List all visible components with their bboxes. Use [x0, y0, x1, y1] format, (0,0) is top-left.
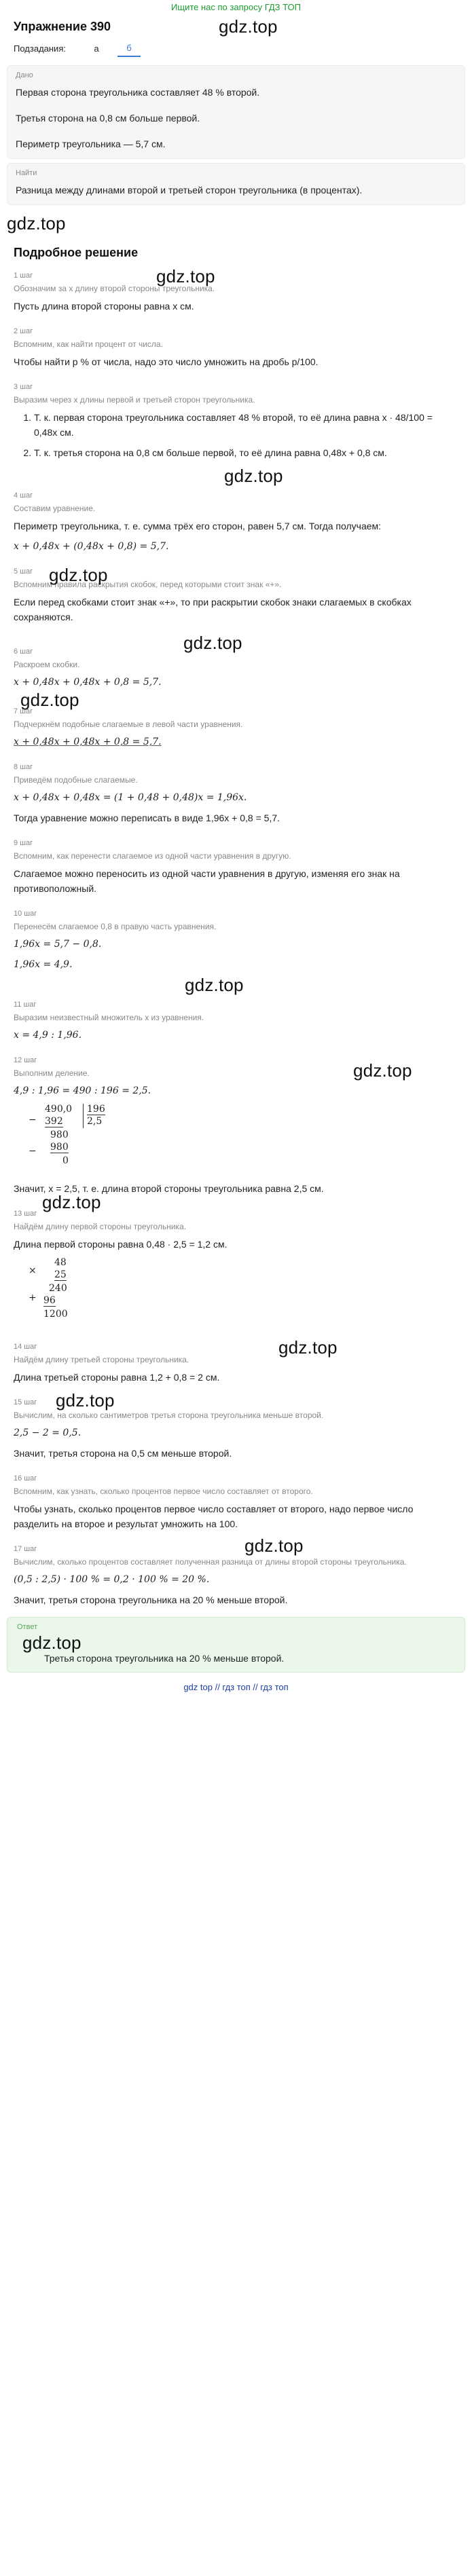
step-12 [7, 1048, 465, 1196]
divisor: 196 [87, 1104, 105, 1115]
step-label: 9 шаг [14, 839, 33, 847]
step-text: Тогда уравнение можно переписать в виде 1,96x + 0,8 = 5,7. [14, 813, 280, 823]
product: 1200 [43, 1309, 68, 1320]
equation: 4,9 : 1,96 = 490 : 196 = 2,5. [14, 1085, 151, 1096]
given-card [7, 65, 465, 159]
equation: x = 4,9 : 1,96. [14, 1030, 82, 1041]
step-13 [7, 1192, 465, 1328]
given-line: Третья сторона на 0,8 см больше первой. [16, 113, 200, 124]
step-caption: Подчеркнём подобные слагаемые в левой части уравнения. [14, 720, 243, 729]
step-label: 8 шаг [14, 763, 33, 771]
list-item: 1. Т. к. первая сторона треугольника составляет 48 % второй, то её длина равна x · 48/100 = 0,48x см. [34, 410, 458, 440]
watermark: gdz.top [219, 16, 278, 37]
step-caption: Обозначим за x длину второй стороны треугольника. [14, 284, 215, 293]
equation-underlined: x + 0,48x + 0,48x + 0,8 = 5,7. [14, 736, 162, 747]
step-8 [7, 755, 465, 825]
step-text: Периметр треугольника, т. е. сумма трёх его сторон, равен 5,7 см. Тогда получаем: [14, 521, 382, 531]
step-caption: Составим уравнение. [14, 504, 96, 513]
division-bar [83, 1104, 84, 1128]
step-label: 10 шаг [14, 910, 37, 918]
step-1 [7, 263, 465, 314]
solution-header [7, 209, 465, 263]
subtasks-bar [7, 38, 465, 58]
equation: 1,96x = 4,9. [14, 959, 73, 970]
watermark: gdz.top [353, 1060, 412, 1081]
equation: x + 0,48x + (0,48x + 0,8) = 5,7. [14, 541, 169, 552]
step-label: 13 шаг [14, 1210, 37, 1218]
step-text: Длина первой стороны равна 0,48 · 2,5 = 1,2 см. [14, 1239, 228, 1250]
step-text: Чтобы узнать, сколько процентов первое число составляет от второго, надо первое число разделить на второе и результат умножить на 100. [14, 1504, 414, 1529]
subtask-option-a[interactable]: а [94, 43, 99, 54]
step-6 [7, 630, 465, 690]
step-text: Значит, третья сторона на 0,5 см меньше второй. [14, 1448, 232, 1459]
step-caption: Выполним деление. [14, 1068, 90, 1078]
column-multiplication [27, 1257, 458, 1328]
given-line: Периметр треугольника — 5,7 см. [16, 138, 166, 149]
subtrahend: 980 [50, 1142, 69, 1153]
step-caption: Вычислим, сколько процентов составляет полученная разница от длины второй стороны треугольника. [14, 1557, 407, 1567]
step-label: 4 шаг [14, 491, 33, 500]
watermark: gdz.top [56, 1390, 115, 1411]
step-text: Чтобы найти p % от числа, надо это число умножить на дробь p/100. [14, 356, 319, 367]
step-caption: Вспомним, как узнать, сколько процентов первое число составляет от второго. [14, 1487, 313, 1496]
answer-text: Третья сторона треугольника на 20 % меньше второй. [44, 1653, 285, 1664]
equation: x + 0,48x + 0,48x + 0,8 = 5,7. [14, 677, 162, 688]
quotient: 2,5 [87, 1116, 103, 1127]
subtrahend: 392 [45, 1116, 63, 1127]
watermark: gdz.top [185, 975, 244, 995]
step-3 [7, 375, 465, 460]
minus-sign: − [29, 1115, 37, 1125]
step-4 [7, 466, 465, 554]
subtask-option-b[interactable]: б [117, 40, 141, 57]
watermark: gdz.top [224, 466, 283, 486]
step-label: 7 шаг [14, 707, 33, 715]
remainder: 980 [50, 1130, 69, 1140]
given-label: Дано [16, 71, 33, 79]
watermark: gdz.top [7, 213, 66, 234]
equation: (0,5 : 2,5) · 100 % = 0,2 · 100 % = 20 %. [14, 1574, 210, 1585]
step-14 [7, 1334, 465, 1385]
step-list [14, 410, 458, 460]
find-card [7, 163, 465, 205]
step-caption: Выразим через x длины первой и третьей сторон треугольника. [14, 395, 255, 405]
step-text: Длина третьей стороны равна 1,2 + 0,8 = 2 см. [14, 1372, 220, 1383]
step-caption: Перенесём слагаемое 0,8 в правую часть уравнения. [14, 922, 217, 931]
step-17 [7, 1537, 465, 1607]
exercise-title: Упражнение 390 [14, 20, 111, 33]
step-text: Значит, третья сторона треугольника на 20 % меньше второй. [14, 1594, 288, 1605]
step-label: 16 шаг [14, 1474, 37, 1482]
step-label: 6 шаг [14, 648, 33, 656]
watermark: gdz.top [183, 633, 242, 653]
step-label: 3 шаг [14, 383, 33, 391]
step-caption: Найдём длину третьей стороны треугольника. [14, 1355, 189, 1364]
equation: 1,96x = 5,7 − 0,8. [14, 939, 102, 950]
step-9 [7, 831, 465, 896]
step-label: 11 шаг [14, 1001, 37, 1009]
step-label: 1 шаг [14, 272, 33, 280]
dividend: 490,0 [45, 1104, 73, 1115]
subtasks-label: Подзадания: [14, 43, 66, 54]
watermark: gdz.top [156, 266, 215, 286]
watermark: gdz.top [42, 1192, 101, 1212]
step-text: Слагаемое можно переносить из одной части уравнения в другую, изменяя его знак на противоположный. [14, 868, 400, 894]
footer-links[interactable]: gdz top // гдз топ // гдз топ [183, 1682, 289, 1692]
step-caption: Вспомним, как найти процент от числа. [14, 339, 163, 349]
watermark: gdz.top [20, 690, 79, 710]
plus-sign: + [29, 1292, 37, 1303]
step-label: 14 шаг [14, 1343, 37, 1351]
step-caption: Выразим неизвестный множитель x из уравнения. [14, 1013, 204, 1022]
watermark: gdz.top [244, 1535, 304, 1556]
top-banner[interactable]: Ищите нас по запросу ГДЗ ТОП [171, 2, 301, 12]
step-7 [7, 690, 465, 749]
long-division [27, 1104, 458, 1174]
find-text: Разница между длинами второй и третьей сторон треугольника (в процентах). [16, 185, 363, 195]
title-row [7, 15, 465, 38]
given-line: Первая сторона треугольника составляет 48 % второй. [16, 87, 260, 98]
watermark: gdz.top [278, 1337, 338, 1358]
step-caption: Приведём подобные слагаемые. [14, 775, 138, 785]
multiplier: 25 [54, 1269, 67, 1280]
step-5 [7, 559, 465, 624]
find-label: Найти [16, 169, 37, 177]
step-caption: Вычислим, на сколько сантиметров третья сторона треугольника меньше второй. [14, 1411, 324, 1420]
step-label: 12 шаг [14, 1056, 37, 1064]
step-text: Если перед скобками стоит знак «+», то при раскрытии скобок знаки слагаемых в скобках сохраняются. [14, 597, 412, 622]
step-10 [7, 901, 465, 972]
equation: 2,5 − 2 = 0,5. [14, 1427, 81, 1438]
step-16 [7, 1466, 465, 1531]
minus-sign: − [29, 1146, 37, 1157]
list-item: 2. Т. к. третья сторона на 0,8 см больше первой, то её длина равна 0,48x + 0,8 см. [34, 445, 458, 460]
remainder: 0 [62, 1155, 69, 1166]
step-text: Пусть длина второй стороны равна x см. [14, 301, 194, 312]
answer-label: Ответ [17, 1623, 38, 1631]
step-caption: Раскроем скобки. [14, 660, 80, 669]
partial-product: 240 [49, 1283, 67, 1294]
equation: x + 0,48x + 0,48x = (1 + 0,48 + 0,48)x = 1,96x. [14, 792, 247, 803]
watermark: gdz.top [22, 1632, 81, 1653]
watermark: gdz.top [49, 565, 108, 585]
solution-title: Подробное решение [14, 246, 139, 259]
step-label: 2 шаг [14, 327, 33, 335]
step-label: 5 шаг [14, 567, 33, 576]
step-11 [7, 977, 465, 1043]
step-2 [7, 319, 465, 369]
step-caption: Вспомним, как перенести слагаемое из одной части уравнения в другую. [14, 851, 291, 861]
step-15 [7, 1390, 465, 1461]
step-caption: Вспомним правила раскрытия скобок, перед которыми стоит знак «+». [14, 580, 282, 589]
partial-product: 96 [43, 1295, 56, 1306]
step-caption: Найдём длину первой стороны треугольника. [14, 1222, 187, 1231]
step-label: 15 шаг [14, 1398, 37, 1406]
multiplicand: 48 [54, 1257, 67, 1268]
times-sign: × [29, 1265, 37, 1276]
answer-card [7, 1617, 465, 1673]
step-text: Значит, x = 2,5, т. е. длина второй стороны треугольника равна 2,5 см. [14, 1183, 324, 1194]
step-label: 17 шаг [14, 1545, 37, 1553]
